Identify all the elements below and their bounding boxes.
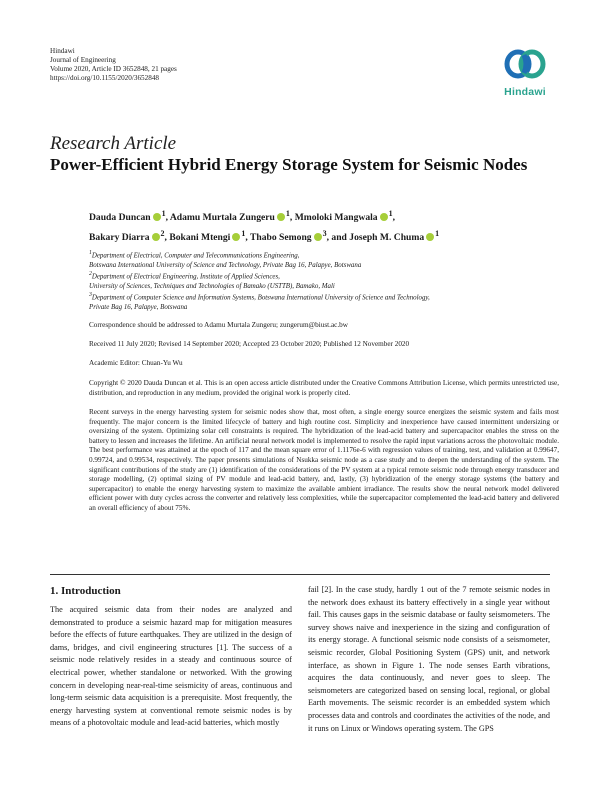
copyright-notice: Copyright © 2020 Dauda Duncan et al. This is an open access article distributed under the Creative Commons Attribution License, which permits unrestricted use, distribution, and reproduction in any medium, provided the original work is properly cited. bbox=[89, 379, 559, 397]
orcid-icon[interactable] bbox=[152, 233, 160, 241]
journal-meta bbox=[50, 47, 177, 83]
orcid-icon[interactable] bbox=[314, 233, 322, 241]
affiliations bbox=[89, 249, 559, 312]
author-name: Bakary Diarra bbox=[89, 232, 150, 244]
affil-sup: 1 bbox=[89, 250, 92, 256]
orcid-icon[interactable] bbox=[277, 213, 285, 221]
hindawi-logo bbox=[499, 48, 551, 98]
orcid-icon[interactable] bbox=[426, 233, 434, 241]
section-heading: 1. Introduction bbox=[50, 585, 121, 597]
publisher-name: Hindawi bbox=[50, 47, 75, 55]
author-name: Adamu Murtala Zungeru bbox=[169, 212, 275, 224]
affiliation bbox=[89, 249, 559, 261]
affiliation-cont: Botswana International University of Science and Technology, Private Bag 16, Palapye, Botswana bbox=[89, 261, 362, 269]
body-paragraph: The acquired seismic data from their nodes are analyzed and demonstrated to produce a seismic hazard map for mitigation measures before the effects of future earthquakes. They are utilized in the design of dams, bridges, and civil engineering structures [1]. The success of a seismic node relatively resides in a steady and continuous source of electrical power, whether standalone or networked. With the growing concern in developing near-real-time seismicity of areas, continuous and long-term seismic data acquisition is a prerequisite. Most frequently, the energy harvesting system at conventional remote seismic nodes is by means of a photovoltaic module and lead-acid batteries, which mostly bbox=[50, 605, 292, 728]
author-affil-sup: 1 bbox=[435, 229, 440, 239]
author-name: Mmoloki Mangwala bbox=[294, 212, 378, 224]
author-affil-sup: 1 bbox=[285, 209, 290, 218]
author-affil-sup: 3 bbox=[322, 229, 327, 239]
author[interactable]: Mmoloki Mangwala $^1$, bbox=[294, 209, 395, 224]
affil-text: Department of Electrical Engineering, Institute of Applied Sciences, bbox=[91, 273, 280, 281]
abstract: Recent surveys in the energy harvesting system for seismic nodes show that, most often, a single energy source energizes the seismic system and fails most frequently. The major concern is the limited lifecycle of battery and high routine cost. Simplicity and inexperience have caused intermittent undersizing or oversizing of the system. Optimizing solar cell constraints is required. The hybridization of the lead-acid battery and supercapacitor enables the stress on the battery to lessen and increases the lifetime. An artificial neural network model is implemented to resolve the rapid input variations across the photovoltaic module. The best performance was attained at the epoch of 117 and the mean square error of 1.1176e-6 with regression values of training, test, and validation at 0.99647, 0.99724, and 0.99534, respectively. The paper presents simulations of Nsukka seismic node as a case study and to deepen the understanding of the system. The significant contributions of the study are (1) identification of the considerations of the PV system at a typical remote seismic node through energy transducer and storage modelling, (2) optimal sizing of PV module and lead-acid battery, and, lastly, (3) hybridization of the energy storage systems (the battery and supercapacitor) to enable the energy harvesting system to maximize the available ambient irradiance. The results show the neural network model delivered efficient power with duty cycles across the converter and relatively less complexities, while the supercapacitor complemented the lead-acid battery and delivered an overall efficiency of about 75%. bbox=[89, 408, 559, 512]
section-divider bbox=[50, 574, 550, 575]
author[interactable]: Bokani Mtengi $^1$, bbox=[169, 229, 248, 244]
affiliation-cont: Private Bag 16, Palapye, Botswana bbox=[89, 303, 188, 311]
hindawi-logo-icon bbox=[502, 48, 548, 84]
affil-sup: 3 bbox=[89, 292, 92, 299]
author-list bbox=[89, 206, 559, 246]
author[interactable]: Thabo Semong $^3$, bbox=[250, 229, 329, 244]
author-affil-sup: 2 bbox=[160, 229, 165, 239]
affiliation bbox=[89, 291, 559, 303]
volume-info: Volume 2020, Article ID 3652848, 21 pages bbox=[50, 65, 177, 73]
journal-name: Journal of Engineering bbox=[50, 56, 116, 64]
column-right bbox=[308, 584, 550, 735]
logo-wordmark: Hindawi bbox=[504, 86, 546, 98]
author-affil-sup: 1 bbox=[241, 229, 246, 239]
author[interactable]: Dauda Duncan $^1$, bbox=[89, 209, 168, 224]
author[interactable]: and Joseph M. Chuma $^1$ bbox=[331, 229, 440, 244]
author-name: Dauda Duncan bbox=[89, 212, 151, 224]
affiliation-cont: University of Sciences, Techniques and Technologies of Bamako (USTTB), Bamako, Mali bbox=[89, 282, 335, 290]
author-name: Bokani Mtengi bbox=[169, 232, 231, 244]
article-type: Research Article bbox=[50, 133, 177, 154]
column-left bbox=[50, 584, 292, 730]
author-name: Thabo Semong bbox=[250, 232, 312, 244]
affil-text: Department of Electrical, Computer and Telecommunications Engineering, bbox=[91, 252, 300, 260]
paper-title: Power-Efficient Hybrid Energy Storage System for Seismic Nodes bbox=[50, 155, 528, 174]
affil-sup: 2 bbox=[89, 271, 92, 278]
author-affil-sup: 1 bbox=[388, 209, 393, 218]
affiliation bbox=[89, 270, 559, 282]
author-name: Joseph M. Chuma bbox=[349, 232, 425, 244]
correspondence: Correspondence should be addressed to Adamu Murtala Zungeru; zungerum@biust.ac.bw bbox=[89, 321, 348, 329]
orcid-icon[interactable] bbox=[380, 213, 388, 221]
orcid-icon[interactable] bbox=[153, 213, 161, 221]
doi-link[interactable]: https://doi.org/10.1155/2020/3652848 bbox=[50, 74, 160, 82]
body-paragraph: fail [2]. In the case study, hardly 1 out of the 7 remote seismic nodes in the network does exhaust its battery effectively in a single year without fail. This causes gaps in the seismic database or faulty seismometers. The survey shows naive and inexperience in the sizing and configuration of its energy storage. A functional seismic node consists of a seismometer, seismic recorder, Global Positioning System (GPS) unit, and network interface, as shown in Figure 1. The node senses Earth vibrations, acquires the data continuously, and never goes to sleep. The seismometers are categorized based on sensing local, regional, or global Earth movements. The seismic recorder is an embedded system which processes data and controls and coordinates the activities of the node, and it runs on Linux or Windows operating system. The GPS bbox=[308, 585, 550, 733]
author[interactable]: Adamu Murtala Zungeru $^1$, bbox=[169, 209, 293, 224]
orcid-icon[interactable] bbox=[232, 233, 240, 241]
affil-text: Department of Computer Science and Information Systems, Botswana International University of Science and Technology, bbox=[91, 294, 430, 302]
author-affil-sup: 1 bbox=[161, 209, 166, 218]
academic-editor: Academic Editor: Chuan-Yu Wu bbox=[89, 359, 183, 367]
publication-dates: Received 11 July 2020; Revised 14 September 2020; Accepted 23 October 2020; Published 12 November 2020 bbox=[89, 340, 410, 348]
author[interactable]: Bakary Diarra $^2$, bbox=[89, 229, 167, 244]
